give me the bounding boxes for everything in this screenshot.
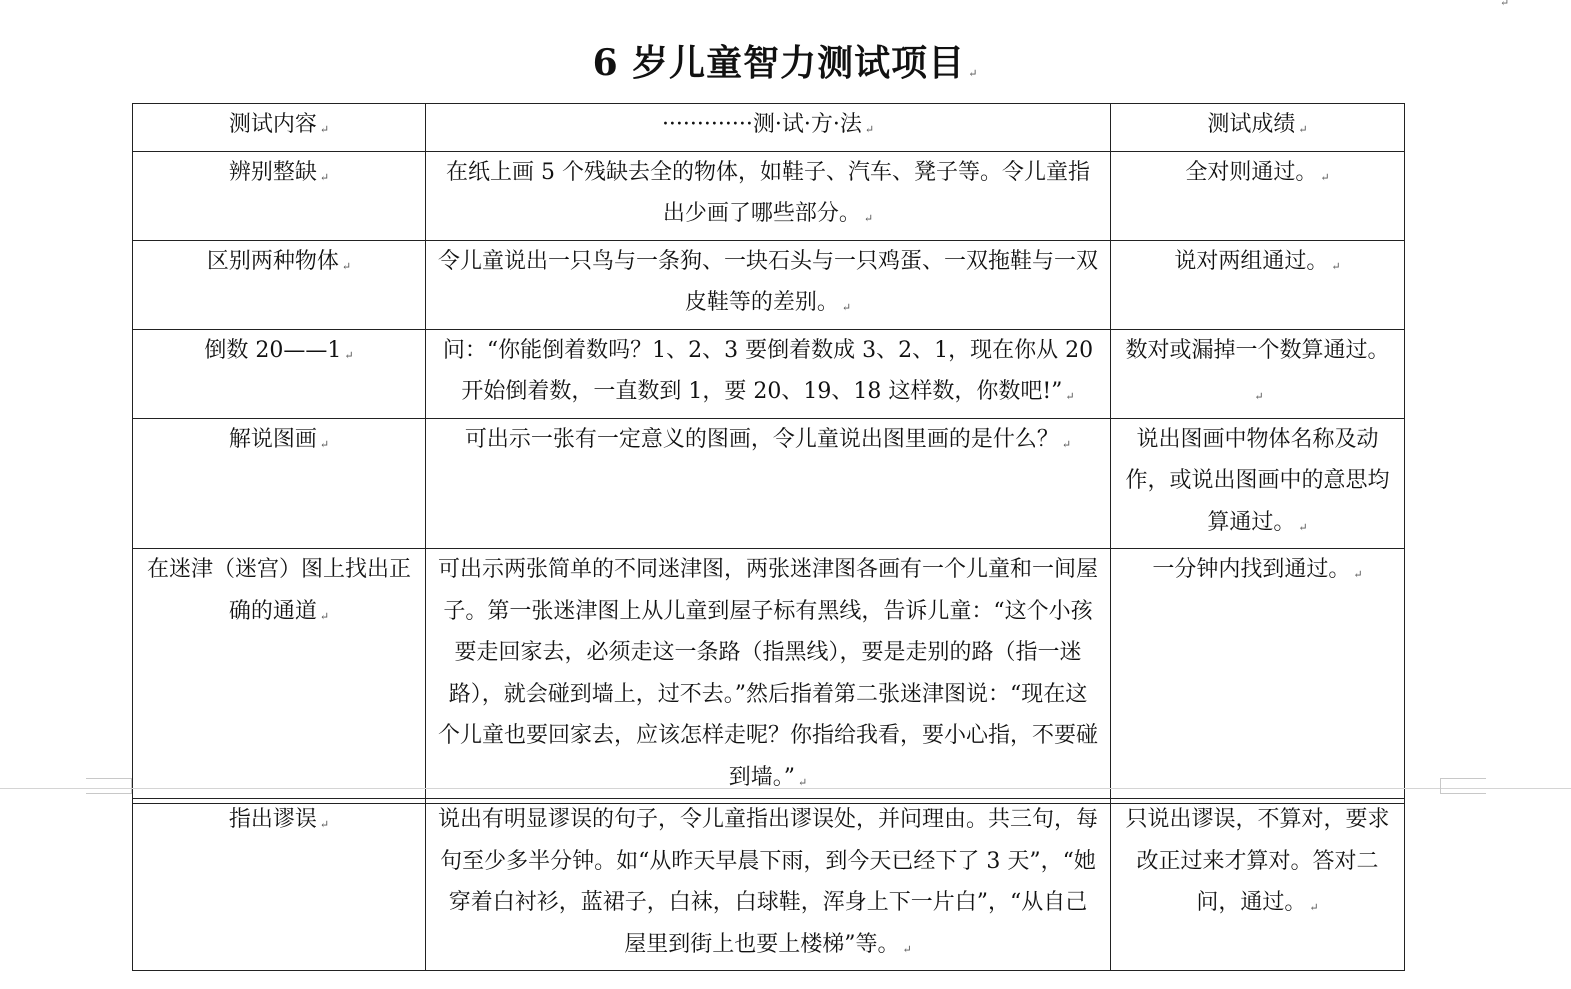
paragraph-mark: ↵ bbox=[863, 212, 874, 225]
header-cell-method bbox=[426, 104, 1111, 152]
page-break-line bbox=[0, 788, 1571, 789]
cell-score bbox=[1111, 418, 1405, 549]
cell-content-text: 在迷津（迷宫）图上找出正确的通道 bbox=[146, 557, 411, 624]
table-row bbox=[133, 240, 1405, 329]
cell-score-text: 说出图画中物体名称及动作，或说出图画中的意思均算通过。 bbox=[1125, 426, 1390, 535]
table-row bbox=[133, 799, 1405, 971]
cell-content-text: 区别两种物体 bbox=[206, 248, 339, 274]
cell-score-text: 只说出谬误，不算对，要求改正过来才算对。答对二问，通过。 bbox=[1125, 807, 1390, 915]
paragraph-mark: ↵ bbox=[319, 818, 330, 831]
cell-score-text: 全对则通过。 bbox=[1185, 159, 1318, 185]
table-row bbox=[133, 418, 1405, 549]
cell-method-text: 令儿童说出一只鸟与一条狗、一块石头与一只鸡蛋、一双拖鞋与一双皮鞋等的差别。 bbox=[438, 248, 1099, 315]
cell-content-text: 倒数 20——1 bbox=[204, 337, 342, 363]
cell-content bbox=[133, 418, 426, 549]
cell-content bbox=[133, 151, 426, 240]
cell-method bbox=[426, 799, 1111, 971]
paragraph-mark: ↵ bbox=[319, 170, 330, 184]
paragraph-mark: ↵ bbox=[968, 67, 979, 80]
cell-method bbox=[426, 418, 1111, 549]
paragraph-mark: ↵ bbox=[1298, 123, 1308, 136]
paragraph-mark: ↵ bbox=[1065, 390, 1075, 403]
paragraph-mark: ↵ bbox=[344, 348, 354, 362]
test-table-page-1 bbox=[132, 103, 1405, 804]
cell-content-text: 辨别整缺 bbox=[228, 159, 317, 185]
header-method-label: ·············测·试·方·法 bbox=[661, 112, 862, 137]
cell-method-text: 问：“你能倒着数吗？1、2、3 要倒着数成 3、2、1，现在你从 20 开始倒着数，一直数到 1，要 20、19、18 这样数，你数吧!” bbox=[442, 337, 1094, 404]
cell-method bbox=[426, 151, 1111, 240]
paragraph-mark: ↵ bbox=[1331, 259, 1341, 273]
table-row bbox=[133, 329, 1405, 418]
cell-score-text: 说对两组通过。 bbox=[1174, 248, 1329, 274]
test-table-page-2 bbox=[132, 798, 1405, 971]
paragraph-mark: ↵ bbox=[1500, 0, 1510, 9]
paragraph-mark: ↵ bbox=[902, 942, 912, 956]
table-row bbox=[133, 151, 1405, 240]
paragraph-mark: ↵ bbox=[319, 609, 330, 623]
paragraph-mark: ↵ bbox=[319, 123, 330, 136]
cell-method bbox=[426, 329, 1111, 418]
cell-score bbox=[1111, 240, 1405, 329]
cell-score bbox=[1111, 329, 1405, 418]
table-header-row bbox=[133, 104, 1405, 152]
header-cell-score bbox=[1111, 104, 1405, 152]
cell-score bbox=[1111, 799, 1405, 971]
cell-method bbox=[426, 240, 1111, 329]
cell-method-text: 可出示两张简单的不同迷津图，两张迷津图各画有一个儿童和一间屋子。第一张迷津图上从儿童到屋子标有黑线，告诉儿童：“这个小孩要走回家去，必须走这一条路（指黑线），要是走别的路（指一迷路），就会碰到墙上，过不去。”然后指着第二张迷津图说：“现在这个儿童也要回家去，应该怎样走呢？你指给我看，要小心指，不要碰到墙。” bbox=[438, 557, 1099, 790]
cell-method-text: 在纸上画 5 个残缺去全的物体，如鞋子、汽车、凳子等。令儿童指出少画了哪些部分。 bbox=[446, 159, 1090, 226]
paragraph-mark: ↵ bbox=[1320, 170, 1330, 184]
cell-score bbox=[1111, 151, 1405, 240]
cell-score-text: 数对或漏掉一个数算通过。 bbox=[1125, 337, 1390, 363]
paragraph-mark: ↵ bbox=[1254, 390, 1264, 403]
header-score-label: 测试成绩 bbox=[1207, 112, 1296, 137]
cell-method bbox=[426, 549, 1111, 804]
cell-content-text: 指出谬误 bbox=[228, 807, 317, 832]
margin-corner-guide-right bbox=[1440, 778, 1486, 794]
header-content-label: 测试内容 bbox=[228, 112, 317, 137]
table-row bbox=[133, 549, 1405, 804]
cell-content bbox=[133, 329, 426, 418]
paragraph-mark: ↵ bbox=[1061, 437, 1072, 451]
cell-method-text: 说出有明显谬误的句子，令儿童指出谬误处，并问理由。共三句，每句至少多半分钟。如“从昨天早晨下雨，到今天已经下了 3 天”，“她穿着白衬衫，蓝裙子，白袜，白球鞋，浑身上下一片白”，“从自己屋里到街上也要上楼梯”等。 bbox=[438, 807, 1099, 957]
cell-content-text: 解说图画 bbox=[228, 426, 317, 452]
cell-score-text: 一分钟内找到通过。 bbox=[1152, 557, 1351, 582]
paragraph-mark: ↵ bbox=[798, 775, 808, 789]
paragraph-mark: ↵ bbox=[841, 301, 852, 314]
page-title-text: 6 岁儿童智力测试项目 bbox=[592, 42, 966, 84]
paragraph-mark: ↵ bbox=[864, 123, 875, 136]
page-title bbox=[0, 38, 1571, 99]
cell-content bbox=[133, 240, 426, 329]
cell-method-text: 可出示一张有一定意义的图画，令儿童说出图里画的是什么？ bbox=[464, 426, 1059, 452]
paragraph-mark: ↵ bbox=[1353, 568, 1363, 581]
cell-score bbox=[1111, 549, 1405, 804]
paragraph-mark: ↵ bbox=[341, 259, 352, 273]
paragraph-mark: ↵ bbox=[319, 437, 330, 451]
margin-corner-guide-left bbox=[86, 778, 132, 794]
paragraph-mark: ↵ bbox=[1309, 901, 1319, 914]
header-cell-content bbox=[133, 104, 426, 152]
paragraph-mark: ↵ bbox=[1298, 520, 1308, 534]
cell-content bbox=[133, 549, 426, 804]
cell-content bbox=[133, 799, 426, 971]
